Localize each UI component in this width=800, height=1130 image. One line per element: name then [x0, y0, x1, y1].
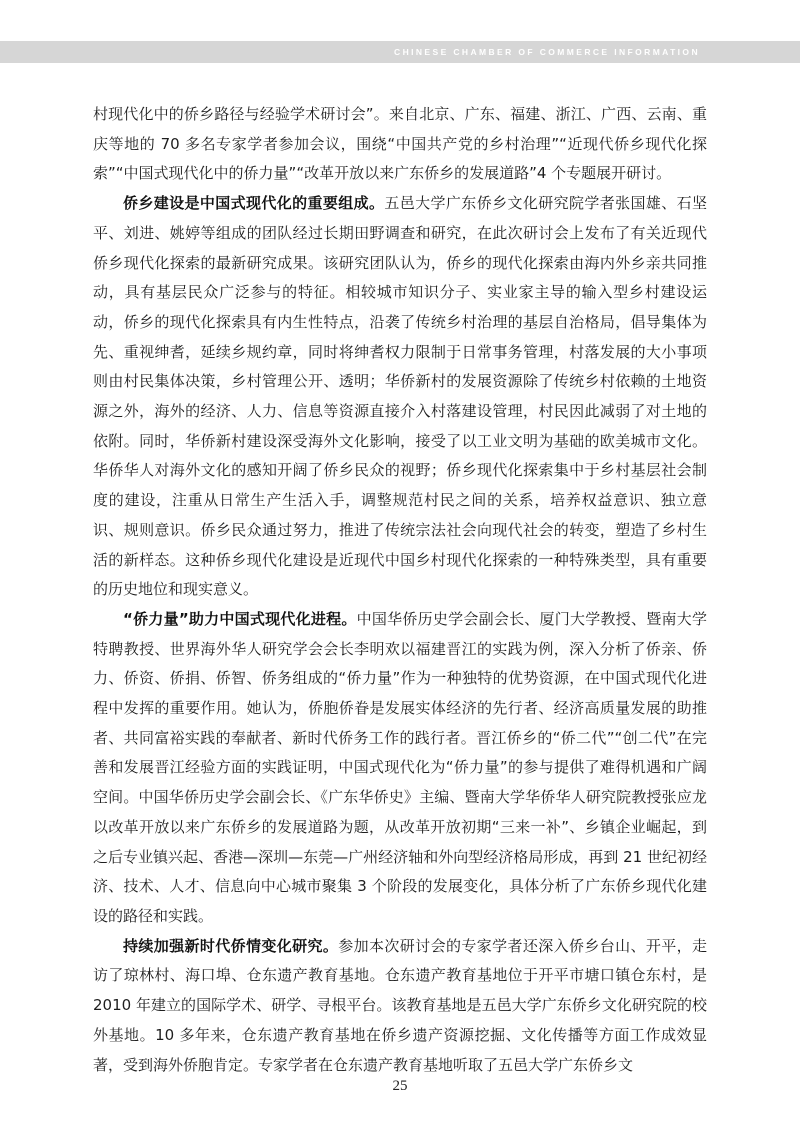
publication-title: CHINESE CHAMBER OF COMMERCE INFORMATION: [394, 47, 700, 57]
paragraph-new-era-research: [93, 932, 707, 1081]
paragraph-continuation: [93, 100, 707, 189]
paragraph-text: 参加本次研讨会的专家学者还深入侨乡台山、开平，走访了琼林村、海口埠、仓东遗产教育基地。仓东遗产教育基地位于开平市塘口镇仓东村，是 2010 年建立的国际学术、研学、寻根平台。该教育基地是五邑大学广东侨乡文化研究院的校外基地。10 多年来，仓东遗产教育基地在侨乡遗产资源挖掘、文化传播等方面工作成效显著，受到海外侨胞肯定。专家学者在仓东遗产教育基地听取了五邑大学广东侨乡文: [93, 936, 707, 1074]
paragraph-lead: “侨力量”助力中国式现代化进程。: [123, 609, 357, 628]
paragraph-qiao-power: [93, 605, 707, 932]
paragraph-text: 中国华侨历史学会副会长、厦门大学教授、暨南大学特聘教授、世界海外华人研究学会会长李明欢以福建晋江的实践为例，深入分析了侨亲、侨力、侨资、侨捐、侨智、侨务组成的“侨力量”作为一种独特的优势资源，在中国式现代化进程中发挥的重要作用。她认为，侨胞侨眷是发展实体经济的先行者、经济高质量发展的助推者、共同富裕实践的奉献者、新时代侨务工作的践行者。晋江侨乡的“侨二代”“创二代”在完善和发展晋江经验方面的实践证明，中国式现代化为“侨力量”的参与提供了难得机遇和广阔空间。中国华侨历史学会副会长、《广东华侨史》主编、暨南大学华侨华人研究院教授张应龙以改革开放以来广东侨乡的发展道路为题，从改革开放初期“三来一补”、乡镇企业崛起，到之后专业镇兴起、香港—深圳—东莞—广州经济轴和外向型经济格局形成，再到 21 世纪初经济、技术、人才、信息向中心城市聚集 3 个阶段的发展变化，具体分析了广东侨乡现代化建设的路径和实践。: [93, 609, 707, 925]
header-band: [0, 41, 800, 63]
page-number: 25: [392, 1078, 408, 1094]
paragraph-qiaoxiang-construction: [93, 189, 707, 605]
article-body: [93, 100, 707, 1080]
paragraph-lead: 持续加强新时代侨情变化研究。: [123, 936, 339, 955]
paragraph-text: 五邑大学广东侨乡文化研究院学者张国雄、石坚平、刘进、姚婷等组成的团队经过长期田野调查和研究，在此次研讨会上发布了有关近现代侨乡现代化探索的最新研究成果。该研究团队认为，侨乡的现代化探索由海内外乡亲共同推动，具有基层民众广泛参与的特征。相较城市知识分子、实业家主导的输入型乡村建设运动，侨乡的现代化探索具有内生性特点，沿袭了传统乡村治理的基层自治格局，倡导集体为先、重视绅耆，延续乡规约章，同时将绅耆权力限制于日常事务管理，村落发展的大小事项则由村民集体决策，乡村管理公开、透明；华侨新村的发展资源除了传统乡村依赖的土地资源之外，海外的经济、人力、信息等资源直接介入村落建设管理，村民因此减弱了对土地的依附。同时，华侨新村建设深受海外文化影响，接受了以工业文明为基础的欧美城市文化。华侨华人对海外文化的感知开阔了侨乡民众的视野；侨乡现代化探索集中于乡村基层社会制度的建设，注重从日常生产生活入手，调整规范村民之间的关系，培养权益意识、独立意识、规则意识。侨乡民众通过努力，推进了传统宗法社会向现代社会的转变，塑造了乡村生活的新样态。这种侨乡现代化建设是近现代中国乡村现代化探索的一种特殊类型，具有重要的历史地位和现实意义。: [93, 194, 707, 599]
paragraph-text: 村现代化中的侨乡路径与经验学术研讨会”。来自北京、广东、福建、浙江、广西、云南、重庆等地的 70 多名专家学者参加会议，围绕“中国共产党的乡村治理”“近现代侨乡现代化探索”“中国式现代化中的侨力量”“改革开放以来广东侨乡的发展道路”4 个专题展开研讨。: [93, 105, 707, 183]
paragraph-lead: 侨乡建设是中国式现代化的重要组成。: [123, 194, 385, 213]
